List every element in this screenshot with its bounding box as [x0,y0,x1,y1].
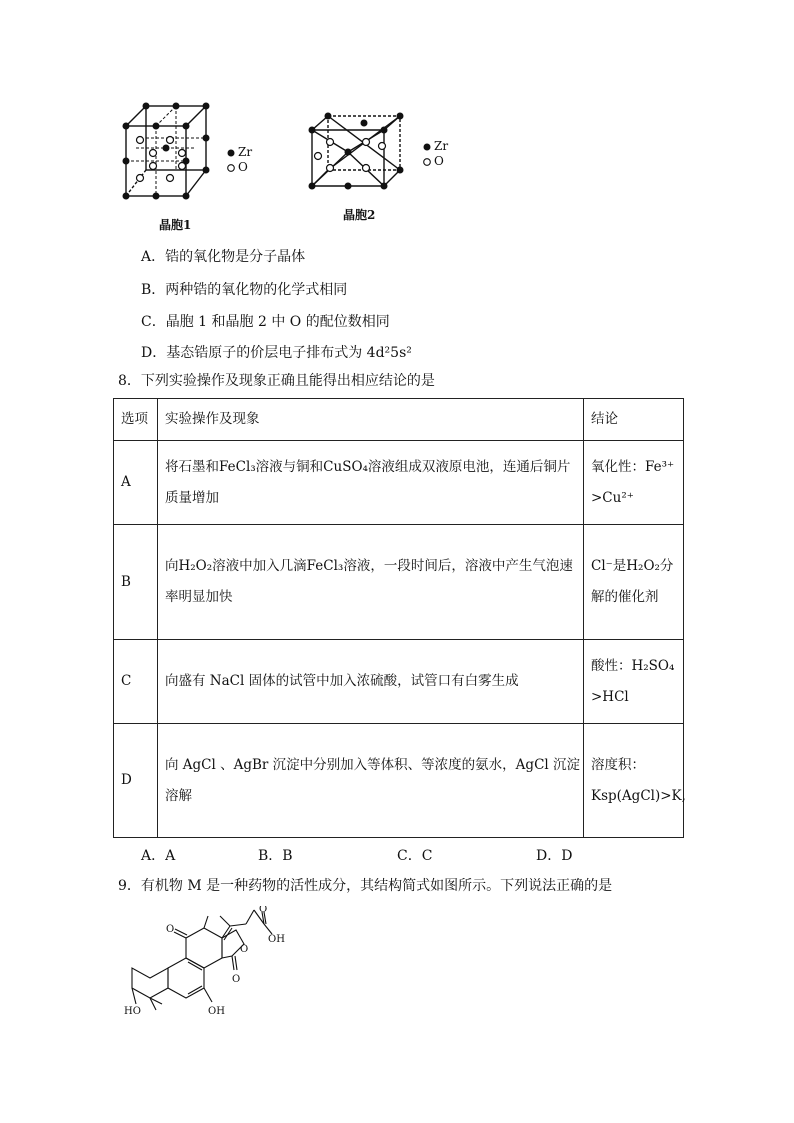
row-operation: 向盛有 NaCl 固体的试管中加入浓硫酸，试管口有白雾生成 [158,640,584,724]
q7-option-d: D．基态锆原子的价层电子排布式为 4d²5s² [141,345,412,361]
zr-legend-label-1: Zr [238,145,253,159]
q8-stem: 8．下列实验操作及现象正确且能得出相应结论的是 [118,373,435,389]
q8-answer-d: D．D [536,848,573,864]
table-row [114,724,684,838]
table-header-row [114,399,684,441]
o-legend-label-2: O [434,154,444,168]
row-option: C [114,640,158,724]
q9-stem: 9．有机物 M 是一种药物的活性成分，其结构简式如图所示。下列说法正确的是 [118,878,613,894]
row-operation: 向 AgCl 、AgBr 沉淀中分别加入等体积、等浓度的氨水，AgCl 沉淀溶解 [158,724,584,838]
structure-formula-m [122,906,292,1026]
row-conclusion: 酸性：H₂SO₄ >HCl [584,640,684,724]
o-legend-label-1: O [238,160,248,174]
cell-1-caption: 晶胞1 [159,218,192,232]
row-option: D [114,724,158,838]
header-operation: 实验操作及现象 [158,399,584,441]
q7-option-b: B．两种锆的氧化物的化学式相同 [141,282,348,298]
o-legend-marker-1 [226,163,236,173]
row-option: A [114,441,158,525]
table-row [114,640,684,724]
q8-answer-a: A．A [141,848,176,864]
cell-2-caption: 晶胞2 [343,208,376,222]
row-option: B [114,525,158,640]
row-operation: 将石墨和FeCl₃溶液与铜和CuSO₄溶液组成双液原电池，连通后铜片质量增加 [158,441,584,525]
q7-option-c: C．晶胞 1 和晶胞 2 中 O 的配位数相同 [141,314,390,330]
acid-o: O [259,906,268,915]
q8-answer-b: B．B [258,848,293,864]
ring-oh: OH [208,1006,225,1017]
zr-legend-marker-1 [226,148,236,158]
table-row [114,441,684,525]
q7-option-a: A．锆的氧化物是分子晶体 [141,249,306,265]
o-legend-marker-2 [422,157,432,167]
lactone-o: O [240,944,249,955]
zr-legend-marker-2 [422,142,432,152]
row-conclusion: 氧化性：Fe³⁺ >Cu²⁺ [584,441,684,525]
row-operation: 向H₂O₂溶液中加入几滴FeCl₃溶液，一段时间后，溶液中产生气泡速率明显加快 [158,525,584,640]
q8-table [113,398,684,838]
ketone-o: O [166,924,175,935]
zr-legend-label-2: Zr [434,139,449,153]
acid-oh: OH [268,934,285,945]
crystal-cell-2-figure [304,110,414,192]
left-ho: HO [124,1006,141,1017]
row-conclusion: 溶度积：Ksp(AgCl)>K, [584,724,684,838]
carbonyl-o: O [232,974,241,985]
header-option: 选项 [114,399,158,441]
header-conclusion: 结论 [584,399,684,441]
table-row [114,525,684,640]
row-conclusion: Cl⁻是H₂O₂分解的催化剂 [584,525,684,640]
crystal-cell-1-figure [118,100,214,206]
q8-answer-c: C．C [397,848,433,864]
